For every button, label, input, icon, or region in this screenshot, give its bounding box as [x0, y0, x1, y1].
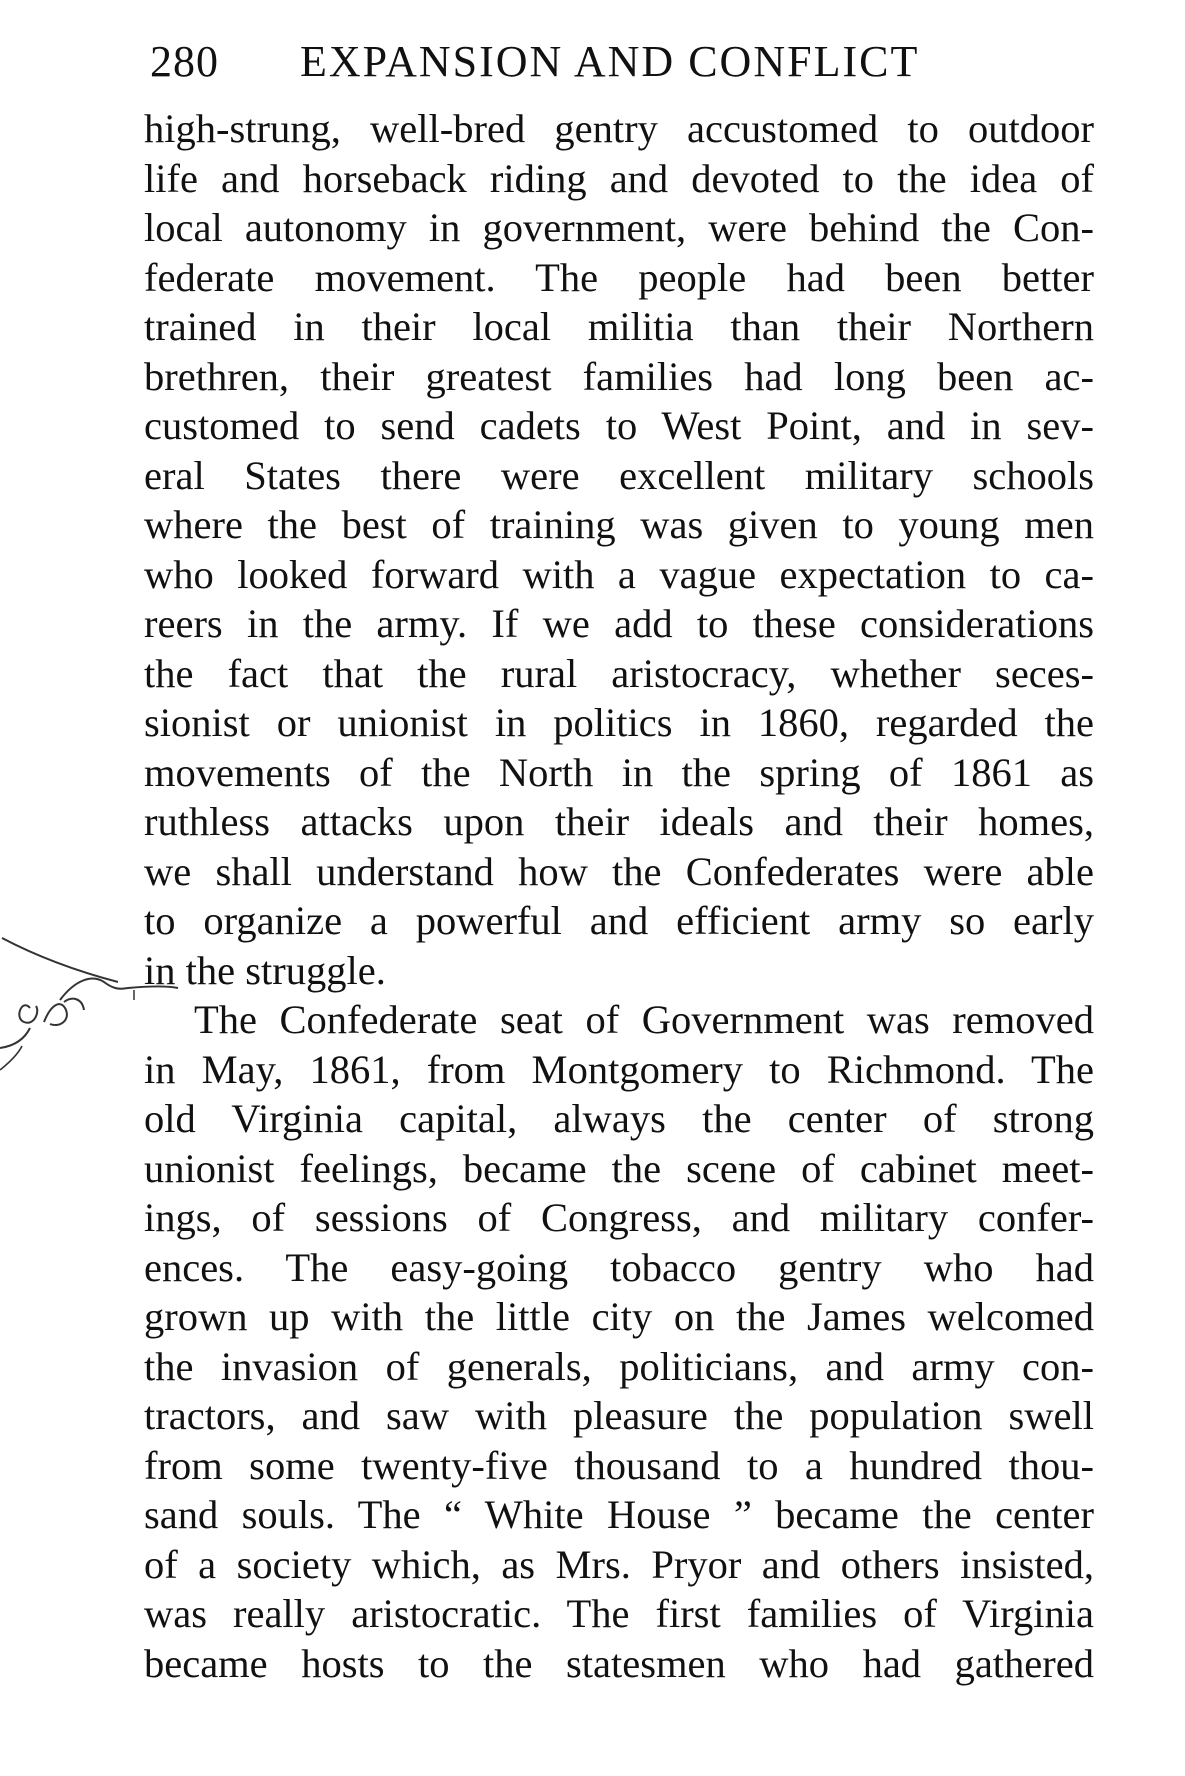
text-line: reers in the army. If we add to these considerations	[144, 601, 1094, 646]
text-line: federate movement. The people had been better	[144, 254, 1094, 300]
text-line: sionist or unionist in politics in 1860, regarded the	[144, 700, 1094, 745]
text-line: ences. The easy-going tobacco gentry who had	[144, 1244, 1094, 1290]
text-line: the invasion of generals, politicians, and army con-	[144, 1343, 1094, 1389]
text-line: tractors, and saw with pleasure the population swell	[144, 1393, 1094, 1438]
text-line: life and horseback riding and devoted to the idea of	[144, 155, 1094, 201]
text-line: customed to send cadets to West Point, and in sev-	[144, 403, 1094, 448]
text-line: ruthless attacks upon their ideals and their homes,	[144, 799, 1094, 844]
text-line: where the best of training was given to young men	[144, 502, 1094, 547]
text-line: from some twenty-five thousand to a hundred thou-	[144, 1442, 1094, 1488]
text-line: in the struggle.	[144, 947, 386, 993]
text-line: trained in their local militia than their Northern	[144, 304, 1094, 349]
page-header	[150, 22, 1070, 102]
paragraph-1	[144, 104, 1094, 995]
text-line: local autonomy in government, were behind the Con-	[144, 205, 1094, 250]
text-line: of a society which, as Mrs. Pryor and others insisted,	[144, 1541, 1094, 1587]
paragraph-2	[144, 995, 1094, 1688]
running-head: EXPANSION AND CONFLICT	[300, 37, 920, 86]
text-line: unionist feelings, became the scene of cabinet meet-	[144, 1145, 1094, 1191]
text-line: became hosts to the statesmen who had gathered	[144, 1640, 1094, 1686]
text-line: sand souls. The “ White House ” became the center	[144, 1492, 1094, 1537]
text-line: brethren, their greatest families had long been ac-	[144, 353, 1094, 399]
text-line: to organize a powerful and efficient army so early	[144, 898, 1094, 943]
text-line: movements of the North in the spring of 1861 as	[144, 749, 1094, 795]
text-line: eral States there were excellent military schools	[144, 452, 1094, 498]
text-line: in May, 1861, from Montgomery to Richmond. The	[144, 1046, 1094, 1092]
text-line: was really aristocratic. The first families of Virginia	[144, 1591, 1094, 1636]
text-line: ings, of sessions of Congress, and military confer-	[144, 1195, 1094, 1240]
text-line: high-strung, well-bred gentry accustomed to outdoor	[144, 106, 1094, 151]
body-text	[144, 104, 1094, 1688]
text-line: we shall understand how the Confederates were able	[144, 848, 1094, 894]
text-line: the fact that the rural aristocracy, whether seces-	[144, 650, 1094, 696]
text-line: grown up with the little city on the James welcomed	[144, 1294, 1094, 1339]
page-number: 280	[150, 37, 219, 86]
text-line: who looked forward with a vague expectation to ca-	[144, 551, 1094, 597]
text-line: The Confederate seat of Government was removed	[194, 997, 1094, 1042]
text-line: old Virginia capital, always the center of strong	[144, 1096, 1094, 1141]
